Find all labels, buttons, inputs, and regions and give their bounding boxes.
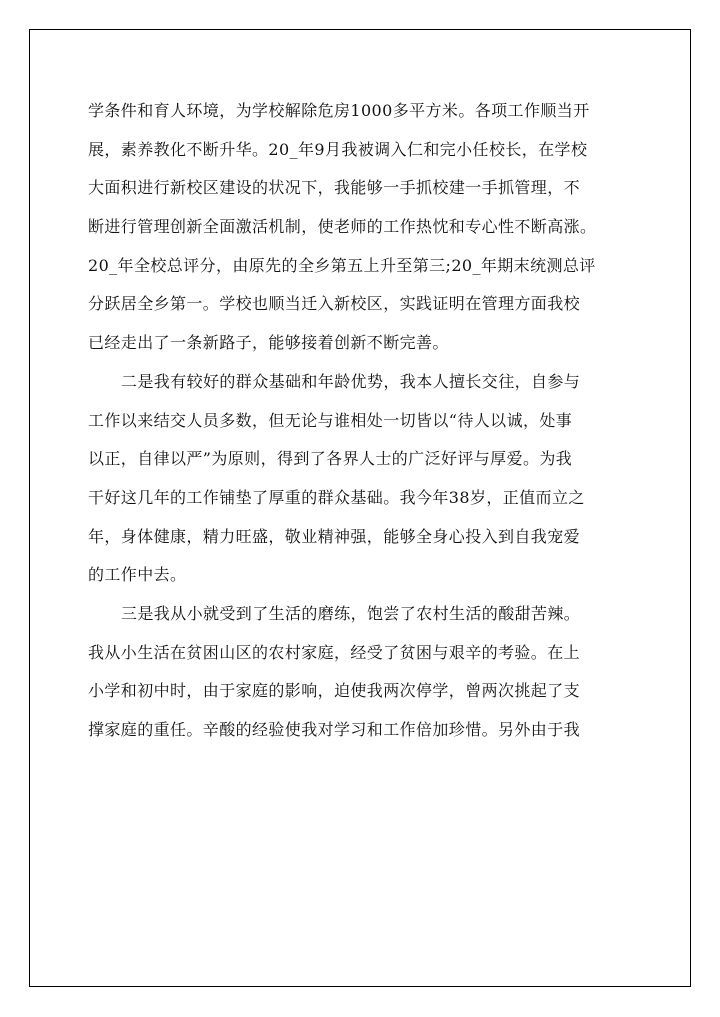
paragraph-2 <box>88 363 633 595</box>
text-line: 的工作中去。 <box>88 565 187 585</box>
text-line: 三是我从小就受到了生活的磨练，饱尝了农村生活的酸甜苦辣。 <box>121 603 581 623</box>
text-line: 20_年全校总评分，由原先的全乡第五上升至第三;20_年期末统测总评 <box>88 255 596 275</box>
document-body <box>88 92 633 750</box>
text-line: 断进行管理创新全面激活机制，使老师的工作热忱和专心性不断高涨。 <box>88 217 597 237</box>
text-line: 撑家庭的重任。辛酸的经验使我对学习和工作倍加珍惜。另外由于我 <box>88 720 581 739</box>
text-line: 二是我有较好的群众基础和年龄优势，我本人擅长交往，自参与 <box>121 371 581 391</box>
text-line: 学条件和育人环境，为学校解除危房1000多平方米。各项工作顺当开 <box>88 101 590 120</box>
text-line: 干好这几年的工作铺垫了厚重的群众基础。我今年38岁，正值而立之 <box>88 487 585 507</box>
text-line: 展，素养教化不断升华。20_年9月我被调入仁和完小任校长，在学校 <box>88 139 588 159</box>
text-line: 我从小生活在贫困山区的农村家庭，经受了贫困与艰辛的考验。在上 <box>88 642 581 662</box>
paragraph-3 <box>88 595 633 750</box>
paragraph-1 <box>88 92 633 363</box>
text-line: 分跃居全乡第一。学校也顺当迁入新校区，实践证明在管理方面我校 <box>88 294 581 314</box>
text-line: 已经走出了一条新路子，能够接着创新不断完善。 <box>88 333 449 353</box>
text-line: 工作以来结交人员多数，但无论与谁相处一切皆以“待人以诚，处事 <box>88 410 573 430</box>
text-line: 小学和初中时，由于家庭的影响，迫使我两次停学，曾两次挑起了支 <box>88 681 581 701</box>
text-line: 年，身体健康，精力旺盛，敬业精神强，能够全身心投入到自我宠爱 <box>88 526 581 546</box>
text-line: 以正，自律以严”为原则，得到了各界人士的广泛好评与厚爱。为我 <box>88 449 573 469</box>
text-line: 大面积进行新校区建设的状况下，我能够一手抓校建一手抓管理，不 <box>88 178 581 198</box>
